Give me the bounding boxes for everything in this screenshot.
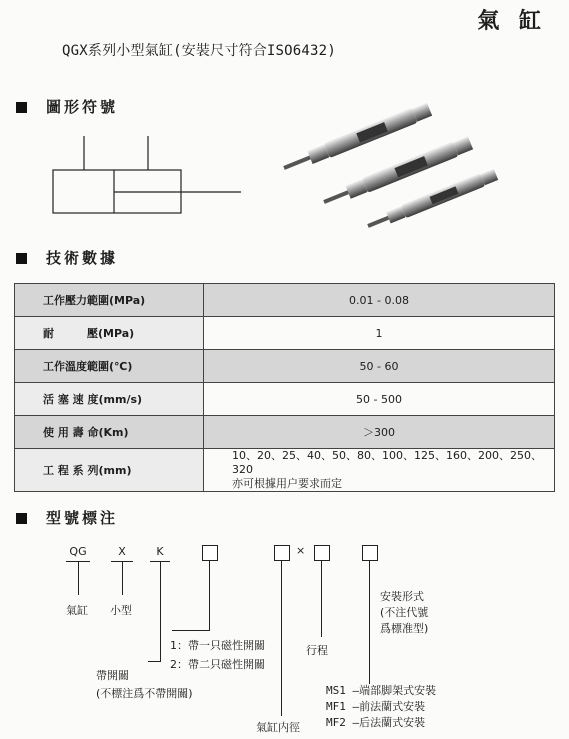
spec-value: 50 - 60	[204, 350, 555, 383]
mount-mf2: MF2 —后法蘭式安裝	[326, 716, 426, 729]
section-title-specs: 技術數據	[46, 249, 119, 267]
spec-value	[204, 449, 555, 492]
section-title-model: 型號標注	[46, 509, 119, 527]
spec-label: 耐 壓(MPa)	[15, 317, 204, 350]
k-option-2: 2：帶二只磁性開關	[170, 658, 265, 671]
spec-value: 50 - 500	[204, 383, 555, 416]
spec-value-line: 10、20、25、40、50、80、100、125、160、200、250、320	[232, 449, 542, 476]
specs-table	[14, 283, 555, 492]
code-qg-label: 氣缸	[66, 604, 88, 617]
cylinder-symbol-diagram	[40, 130, 250, 220]
section-bullet	[16, 253, 27, 264]
section-bullet	[16, 102, 27, 113]
code-k: K	[156, 545, 164, 558]
spec-label: 工作壓力範圍(MPa)	[15, 284, 204, 317]
spec-value: 1	[204, 317, 555, 350]
spec-value: ＞300	[204, 416, 555, 449]
spec-value: 0.01 - 0.08	[204, 284, 555, 317]
table-row	[15, 449, 555, 492]
leader-line	[122, 561, 123, 595]
code-x-label: 小型	[110, 604, 132, 617]
code-box-option	[202, 545, 218, 561]
code-box-stroke	[314, 545, 330, 561]
leader-line	[209, 561, 210, 631]
page-title: 氣 缸	[477, 9, 547, 34]
spec-label: 工 程 系 列(mm)	[15, 449, 204, 492]
cylinders-product-image	[272, 98, 512, 238]
leader-line	[78, 561, 79, 595]
leader-line	[281, 561, 282, 716]
mount-note-1: (不注代號	[380, 606, 429, 619]
section-title-symbol: 圖形符號	[46, 98, 119, 116]
leader-line	[321, 561, 322, 637]
spec-label: 活 塞 速 度(mm/s)	[15, 383, 204, 416]
code-box-mount	[362, 545, 378, 561]
table-row	[15, 284, 555, 317]
switch-title: 帶開關	[96, 669, 129, 682]
k-option-1: 1：帶一只磁性開關	[170, 639, 265, 652]
mount-mf1: MF1 —前法蘭式安裝	[326, 700, 426, 713]
code-x: X	[118, 545, 126, 558]
section-bullet	[16, 513, 27, 524]
stroke-label: 行程	[306, 644, 328, 657]
code-qg: QG	[69, 545, 87, 558]
leader-line	[369, 561, 370, 684]
times-sign: ×	[296, 544, 306, 557]
leader-line	[172, 630, 210, 631]
spec-label: 使 用 壽 命(Km)	[15, 416, 204, 449]
leader-line	[148, 661, 161, 662]
mount-note-2: 爲標准型)	[380, 622, 429, 635]
leader-line	[160, 561, 161, 661]
mount-ms1: MS1 —端部脚架式安裝	[326, 684, 437, 697]
table-row	[15, 350, 555, 383]
code-box-bore	[274, 545, 290, 561]
bore-label: 氣缸内徑	[256, 721, 300, 734]
table-row	[15, 317, 555, 350]
spec-value-note: 亦可根據用户要求而定	[232, 477, 342, 490]
mount-title: 安裝形式	[380, 590, 424, 603]
switch-note: (不標注爲不帶開關)	[96, 687, 193, 700]
spec-label: 工作溫度範圍(℃)	[15, 350, 204, 383]
table-row	[15, 383, 555, 416]
table-row	[15, 416, 555, 449]
page-subtitle: QGX系列小型氣缸(安裝尺寸符合ISO6432)	[62, 43, 336, 59]
